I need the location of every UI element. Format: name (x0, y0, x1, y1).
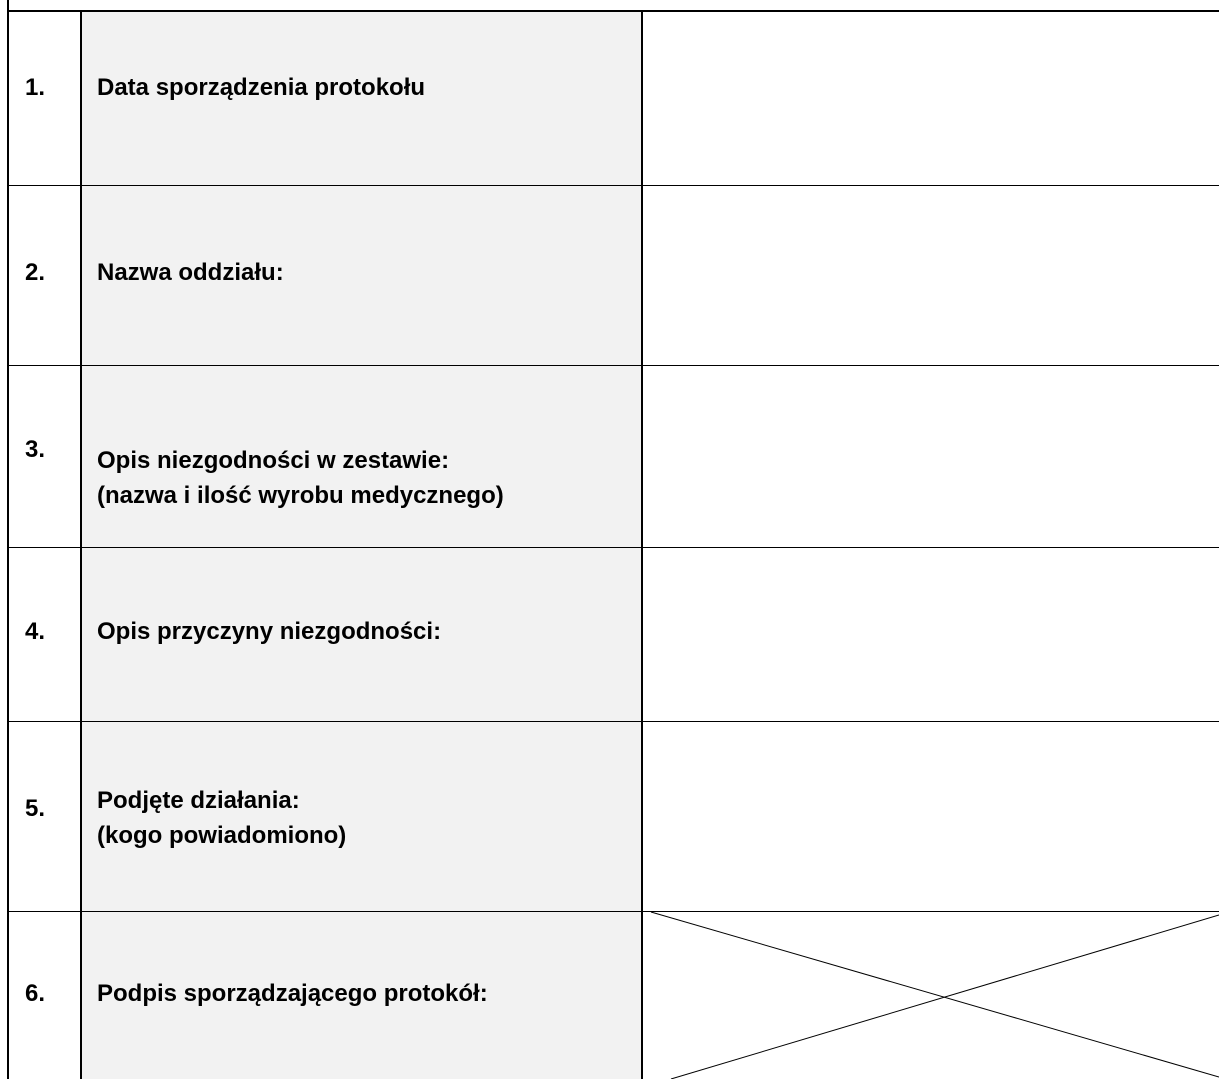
row-border-4 (7, 721, 1219, 722)
row-number-2: 2. (25, 259, 46, 286)
row-label-2: Nazwa oddziału: (97, 259, 284, 286)
value-cell-5[interactable] (643, 722, 1219, 911)
value-cell-3[interactable] (643, 366, 1219, 547)
cross-out-mark (643, 912, 1219, 1079)
value-cell-2[interactable] (643, 186, 1219, 365)
value-cell-4[interactable] (643, 548, 1219, 721)
row-number-4: 4. (25, 618, 46, 645)
row-number-6: 6. (25, 980, 46, 1007)
row-label-6: Podpis sporządzającego protokół: (97, 980, 488, 1007)
row-sublabel-5: (kogo powiadomiono) (97, 822, 347, 849)
row-number-3: 3. (25, 436, 46, 463)
row-label-1: Data sporządzenia protokołu (97, 74, 426, 101)
border-col-1 (80, 10, 82, 1079)
border-left (7, 0, 9, 1079)
row-label-3: Opis niezgodności w zestawie: (97, 447, 450, 474)
row-border-top (7, 10, 1219, 12)
row-border-1 (7, 185, 1219, 186)
row-border-2 (7, 365, 1219, 366)
row-label-4: Opis przyczyny niezgodności: (97, 618, 442, 645)
row-number-1: 1. (25, 74, 46, 101)
row-border-3 (7, 547, 1219, 548)
row-label-5: Podjęte działania: (97, 787, 300, 814)
row-sublabel-3: (nazwa i ilość wyrobu medycznego) (97, 482, 504, 509)
value-cell-1[interactable] (643, 11, 1219, 185)
row-number-5: 5. (25, 795, 46, 822)
